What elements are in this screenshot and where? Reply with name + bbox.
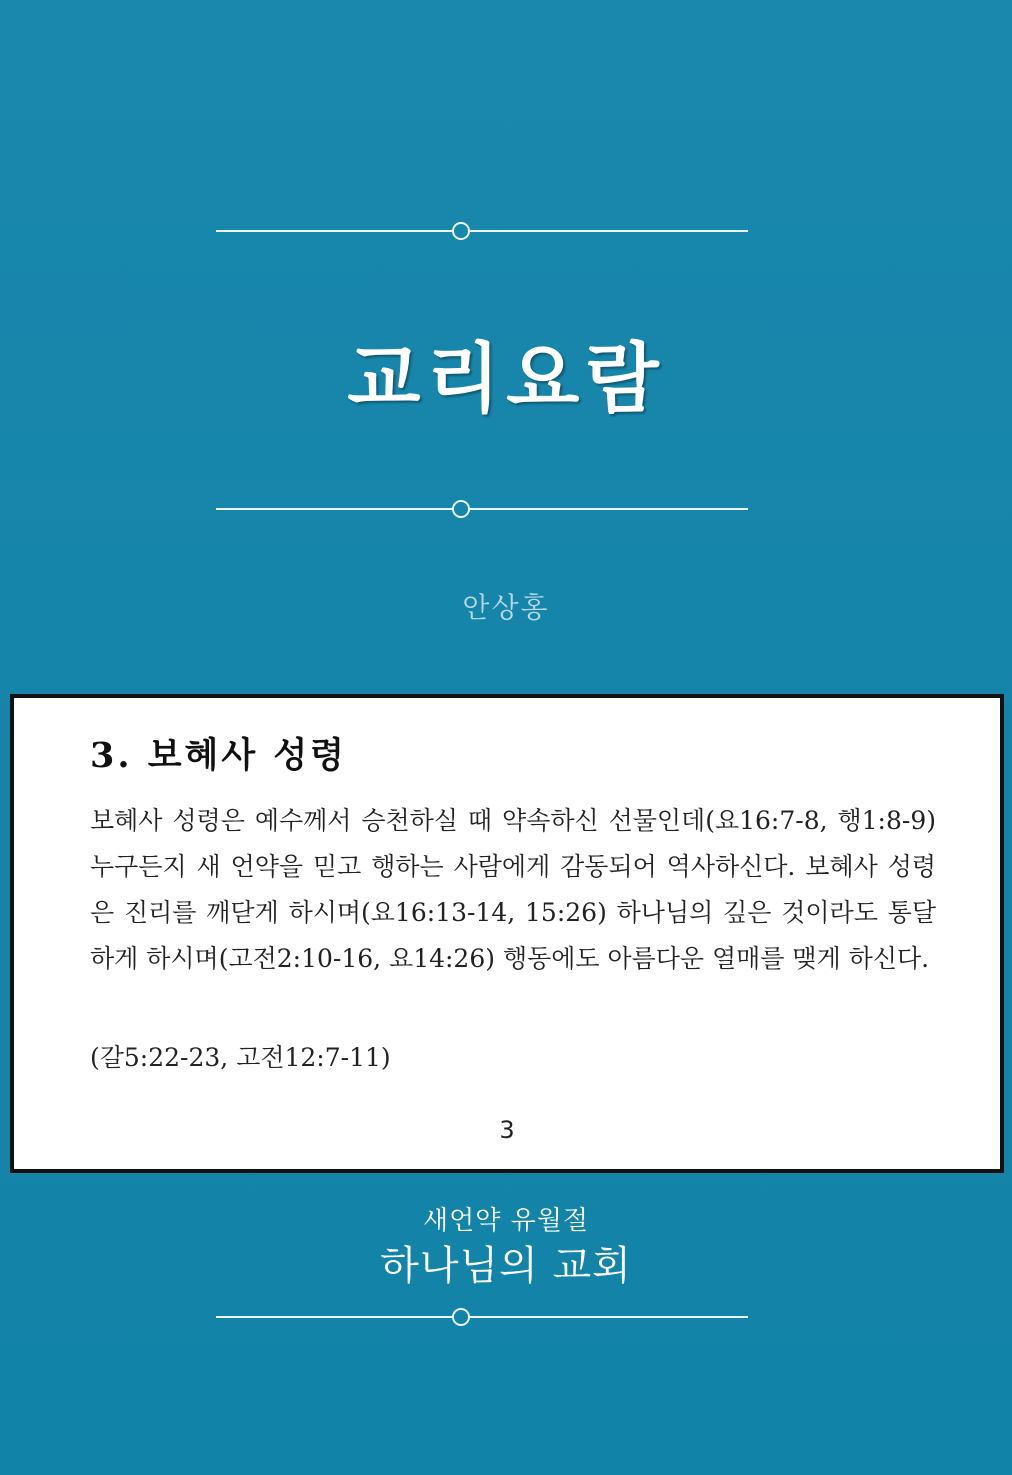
ornament-line [216,508,452,510]
middle-ornament-divider [216,497,748,521]
ornament-line [216,1316,452,1318]
section-body: 보혜사 성령은 예수께서 승천하실 때 약속하신 선물인데(요16:7-8, 행1:8-9) 누구든지 새 언약을 믿고 행하는 사람에게 감동되어 역사하신다. 보혜사 성령은 진리를 깨닫게 하시며(요16:13-14, 15:26) 하나님의 깊은 것이라도 통달하게 하시며(고전2:10-16, 요14:26) 행동에도 아름다운 열매를 맺게 하신다. [90,806,936,973]
ornament-circle-icon [452,222,470,240]
church-name: 하나님의 교회 [380,1243,632,1289]
ornament-line [470,508,748,510]
bottom-ornament-divider [216,1305,748,1329]
scripture-reference: (갈5:22-23, 고전12:7-11) [90,1043,391,1072]
section-heading: 3. 보혜사 성령 [90,735,347,776]
author-name: 안상홍 [462,591,550,624]
ornament-line [470,230,748,232]
ornament-circle-icon [452,1308,470,1326]
ornament-line [470,1316,748,1318]
ornament-circle-icon [452,500,470,518]
top-ornament-divider [216,219,748,243]
cover-subtitle: 새언약 유월절 [423,1206,589,1236]
ornament-line [216,230,452,232]
book-title: 교리요람 [347,334,665,423]
doctrine-card [10,694,1004,1173]
page-number: 3 [499,1116,515,1144]
